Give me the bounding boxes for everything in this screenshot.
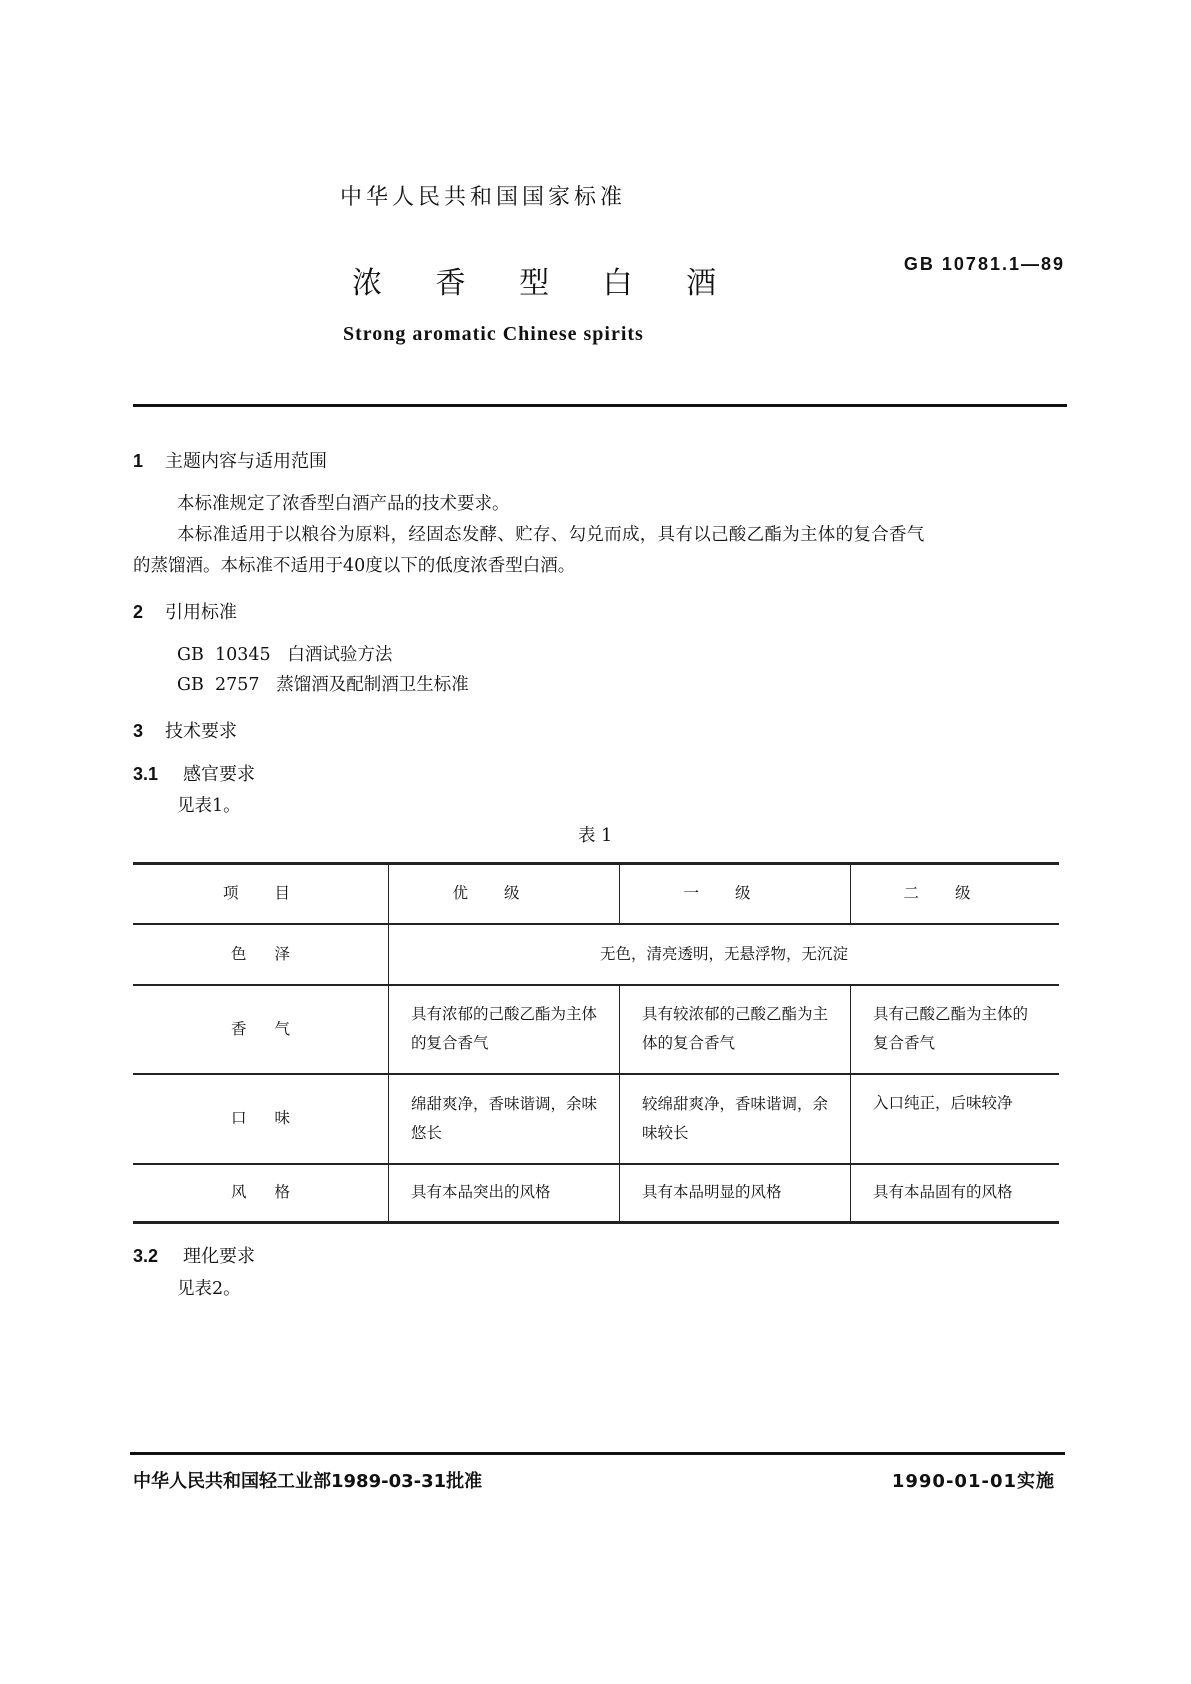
table-cell: 具有己酸乙酯为主体的复合香气 bbox=[851, 985, 1060, 1074]
section-3-heading: 3 技术要求 bbox=[133, 721, 237, 742]
section-3-2-heading: 3.2 理化要求 bbox=[133, 1246, 255, 1267]
table-row bbox=[133, 924, 1059, 985]
table-header: 一级 bbox=[620, 864, 851, 924]
table-cell: 较绵甜爽净，香味谐调，余味较长 bbox=[620, 1074, 851, 1164]
header-rule bbox=[133, 404, 1067, 407]
standard-code: GB 10781.1—89 bbox=[903, 254, 1065, 274]
effective-date: 1990-01-01实施 bbox=[891, 1471, 1055, 1492]
row-label: 香气 bbox=[230, 1019, 318, 1038]
table-header: 优级 bbox=[389, 864, 620, 924]
paragraph: 见表1。 bbox=[177, 796, 241, 816]
section-3-1-heading: 3.1 感官要求 bbox=[133, 764, 255, 785]
table-cell: 入口纯正，后味较净 bbox=[851, 1074, 1060, 1164]
reference: GB 2757 蒸馏酒及配制酒卫生标准 bbox=[177, 675, 469, 695]
reference: GB 10345 白酒试验方法 bbox=[177, 645, 393, 665]
table-cell: 具有较浓郁的己酸乙酯为主体的复合香气 bbox=[620, 985, 851, 1074]
footer-rule bbox=[130, 1452, 1065, 1455]
page-title: 浓 香 型 白 酒 bbox=[352, 266, 739, 301]
paragraph: 本标准适用于以粮谷为原料，经固态发酵、贮存、勾兑而成，具有以己酸乙酯为主体的复合香气 bbox=[177, 525, 925, 545]
table-row bbox=[133, 985, 1059, 1074]
row-label: 口味 bbox=[230, 1109, 318, 1127]
table-cell: 具有本品固有的风格 bbox=[851, 1164, 1060, 1223]
table-header: 项目 bbox=[222, 884, 326, 903]
row-label: 色泽 bbox=[230, 944, 318, 963]
table-header: 二级 bbox=[851, 864, 1060, 924]
table-row bbox=[133, 1074, 1059, 1164]
table-cell: 绵甜爽净，香味谐调，余味悠长 bbox=[389, 1074, 620, 1164]
sensory-requirements-table bbox=[133, 862, 1059, 1224]
table-cell: 无色，清亮透明，无悬浮物，无沉淀 bbox=[389, 924, 1060, 985]
table-cell: 具有本品突出的风格 bbox=[389, 1164, 620, 1223]
table-caption: 表 1 bbox=[578, 826, 613, 846]
table-row bbox=[133, 1164, 1059, 1223]
paragraph: 见表2。 bbox=[177, 1279, 241, 1299]
table-cell: 具有浓郁的己酸乙酯为主体的复合香气 bbox=[389, 985, 620, 1074]
section-2-heading: 2 引用标准 bbox=[133, 602, 237, 623]
row-label: 风格 bbox=[230, 1183, 318, 1202]
approval-date: 中华人民共和国轻工业部1989-03-31批准 bbox=[133, 1471, 483, 1492]
standard-org: 中华人民共和国国家标准 bbox=[340, 185, 627, 210]
english-title: Strong aromatic Chinese spirits bbox=[343, 323, 644, 345]
paragraph: 本标准规定了浓香型白酒产品的技术要求。 bbox=[177, 494, 510, 514]
section-1-heading: 1 主题内容与适用范围 bbox=[133, 451, 327, 472]
table-cell: 具有本品明显的风格 bbox=[620, 1164, 851, 1223]
paragraph: 的蒸馏酒。本标准不适用于40度以下的低度浓香型白酒。 bbox=[133, 556, 576, 576]
